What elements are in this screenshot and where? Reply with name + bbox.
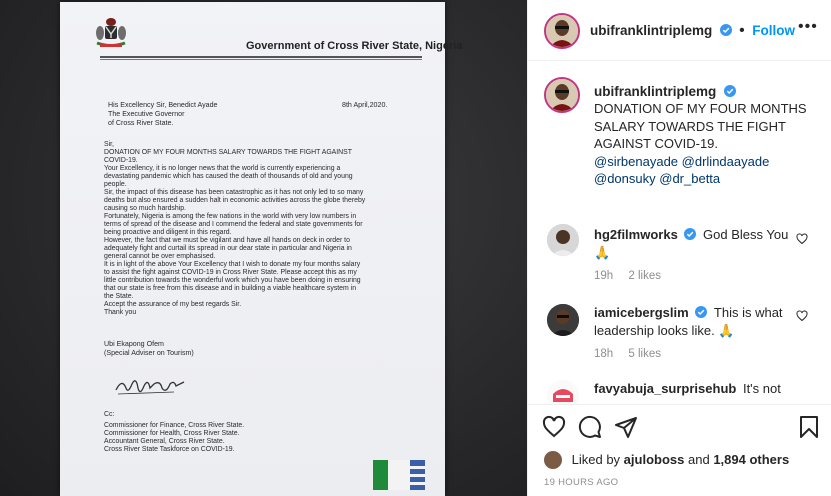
avatar[interactable] — [544, 13, 580, 49]
comment-time[interactable]: 18h — [594, 348, 614, 360]
letter-body-line: Sir, — [104, 141, 114, 148]
comment-username[interactable]: iamicebergslim — [594, 305, 689, 320]
follow-button[interactable]: Follow — [752, 23, 795, 38]
letter-signatory — [104, 340, 194, 358]
avatar-image — [546, 15, 578, 47]
letter-body-line: Sir, the impact of this disease has been catastrophic as it has not only led to so many — [104, 189, 364, 196]
cc-recipient: Commissioner for Health, Cross River State. — [104, 430, 240, 437]
comment-likes[interactable]: 5 likes — [628, 348, 661, 360]
verified-badge-icon — [724, 85, 736, 97]
verified-badge-icon — [720, 24, 732, 36]
comment-likes[interactable]: 2 likes — [628, 270, 661, 282]
letter-body-line: Fortunately, Nigeria is among the few nations in the world with very low numbers in — [104, 213, 357, 220]
caption-user-row — [594, 83, 736, 101]
letter-body-line: people. — [104, 181, 127, 188]
like-heart-icon[interactable] — [542, 415, 566, 439]
post-header — [528, 0, 831, 61]
cc-recipient: Accountant General, Cross River State. — [104, 438, 225, 445]
comment-like-heart-icon[interactable] — [796, 233, 808, 245]
letter-body-line: general cannot be over emphasised. — [104, 253, 216, 260]
post-sidebar — [527, 0, 831, 496]
letterhead-rule-thin — [100, 59, 422, 60]
letter-body-line: However, the fact that we must be vigilant and have all hands on deck in order to — [104, 237, 350, 244]
post-actions-bar — [528, 404, 831, 496]
mention-link[interactable]: @sirbenayade — [594, 153, 679, 169]
liked-by-user[interactable]: ajuloboss — [623, 452, 685, 467]
letter-body-line: Your Excellency, it is no longer news that the world is currently experiencing a — [104, 165, 341, 172]
post-timestamp[interactable]: 19 HOURS AGO — [544, 477, 619, 488]
letter-body-line: that our state is free from this disease and in building a viable healthcare system in — [104, 285, 357, 292]
comment-username[interactable]: favyabuja_surprisehub — [594, 381, 737, 396]
comment-body — [594, 304, 799, 340]
comment-body — [594, 380, 809, 398]
signatory-name: Ubi Ekapong Ofem — [104, 340, 164, 348]
cc-recipient: Cross River State Taskforce on COVID-19. — [104, 446, 235, 453]
header-separator: • — [739, 22, 745, 39]
verified-badge-icon — [684, 228, 696, 240]
pray-emoji-icon: 🙏 — [718, 323, 735, 338]
comment-avatar[interactable] — [547, 224, 579, 256]
letter-body-line: terms of spread of the disease and I commend the federal and state governments for — [104, 221, 363, 228]
letter-body-line: adequately fight and curtail its spread in our dear state in particular and Nigeria in — [104, 245, 352, 252]
comment-meta — [594, 348, 661, 360]
letter-address — [108, 101, 218, 128]
mention-link[interactable]: @drlindaayade — [681, 153, 770, 169]
cc-recipient: Commissioner for Finance, Cross River State. — [104, 422, 245, 429]
liked-by-prefix: Liked by — [571, 452, 621, 467]
more-options-icon[interactable]: ••• — [798, 18, 818, 35]
caption-text: DONATION OF MY FOUR MONTHS SALARY TOWARDS THE FIGHT AGAINST COVID-19. — [594, 101, 807, 152]
avatar-image — [546, 79, 578, 111]
letter-body-line: Accept the assurance of my best regards Sir. — [104, 301, 242, 308]
letter-body-line: DONATION OF MY FOUR MONTHS SALARY TOWARDS THE FIGHT AGAINST — [104, 149, 352, 156]
pray-emoji-icon: 🙏 — [594, 245, 611, 260]
letter-body-line: to assist the fight against COVID-19 in Cross River State. Please accept this as my — [104, 269, 357, 276]
and-word: and — [687, 452, 710, 467]
coat-of-arms-emblem — [94, 17, 128, 49]
caption-username[interactable]: ubifranklintriplemg — [594, 84, 717, 99]
mention-link[interactable]: @dr_betta — [659, 171, 721, 187]
signatory-title: (Special Adviser on Tourism) — [104, 349, 194, 357]
comment-body — [594, 226, 804, 262]
caption-mentions — [594, 153, 809, 188]
letter-body-line: devastating pandemic which has caused the death of thousands of old and young — [104, 173, 353, 180]
letter-body-line: It is in light of the above Your Excellency that I wish to donate my four months salary — [104, 261, 361, 268]
mention-link[interactable]: @donsuky — [594, 171, 656, 187]
cc-label: Cc: — [104, 411, 115, 418]
government-title: Government of Cross River State, Nigeria — [246, 40, 463, 52]
letterhead-rule — [100, 56, 422, 58]
header-username[interactable]: ubifranklintriplemg — [590, 23, 713, 38]
avatar-image — [547, 224, 579, 256]
address-line: His Excellency Sir, Benedict Ayade — [108, 101, 218, 109]
letter-cc-list — [104, 411, 244, 454]
letter-body-line: causing so much hardship. — [104, 205, 186, 212]
caption-avatar[interactable] — [544, 77, 580, 113]
share-paper-plane-icon[interactable] — [614, 415, 638, 439]
comment-avatar[interactable] — [547, 304, 579, 336]
likes-summary — [544, 451, 789, 469]
comment-item — [528, 376, 831, 404]
letter-document — [60, 2, 463, 496]
nigeria-flag-emblem — [373, 460, 425, 490]
letter-body-line: being proactive and diligent in this regard. — [104, 229, 232, 236]
letter-date: 8th April,2020. — [342, 101, 388, 109]
address-line: The Executive Governor — [108, 110, 185, 118]
handwritten-signature — [114, 374, 186, 398]
comment-text: This is what leadership looks like. — [594, 305, 783, 338]
comment-text: God Bless You — [703, 227, 789, 242]
letter-body — [104, 141, 416, 317]
comment-username[interactable]: hg2filmworks — [594, 227, 678, 242]
letter-body-line: COVID-19. — [104, 157, 138, 164]
verified-badge-icon — [695, 306, 707, 318]
header-user-row — [590, 22, 795, 40]
comment-time[interactable]: 19h — [594, 270, 614, 282]
comment-like-heart-icon[interactable] — [796, 310, 808, 322]
comment-avatar[interactable] — [547, 380, 579, 404]
comment-text: It's not — [742, 381, 781, 396]
others-count[interactable]: 1,894 others — [713, 452, 790, 467]
avatar-image — [547, 304, 579, 336]
comment-meta — [594, 270, 661, 282]
avatar-image — [547, 380, 579, 404]
letter-body-line: little contribution towards the wonderful work which you have been doing in ensuring — [104, 277, 361, 284]
comment-bubble-icon[interactable] — [578, 415, 602, 439]
bookmark-icon[interactable] — [797, 415, 821, 439]
liker-avatar[interactable] — [544, 451, 562, 469]
letter-body-line: the State. — [104, 293, 134, 300]
caption-text-block — [594, 100, 809, 188]
letter-body-line: Thank you — [104, 309, 137, 316]
letter-body-line: deaths but also ensured a sudden halt in economic activities across the globe thereby — [104, 197, 366, 204]
address-line: of Cross River State. — [108, 119, 174, 127]
